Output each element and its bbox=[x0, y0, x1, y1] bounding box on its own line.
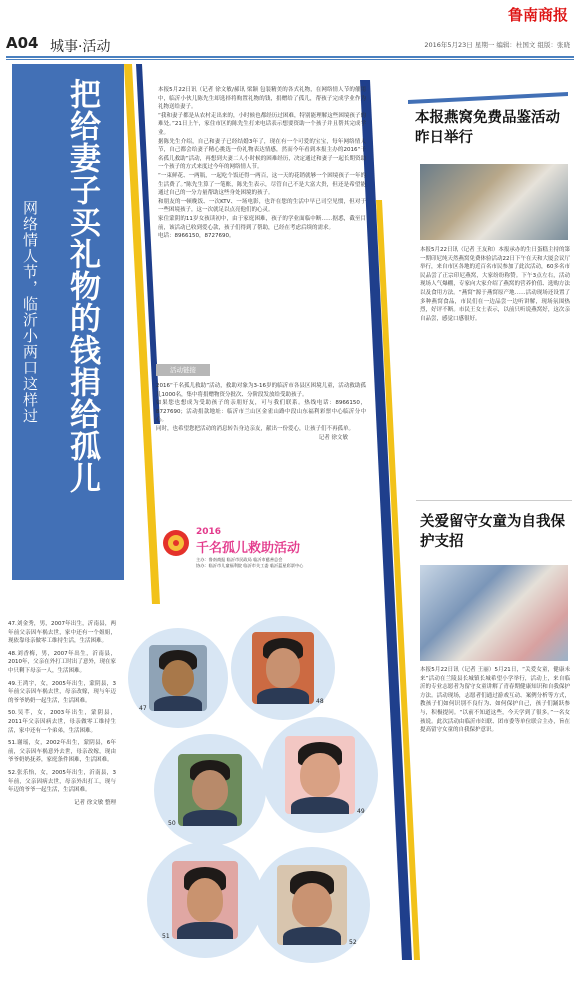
child-clothes bbox=[291, 797, 350, 814]
link-byline: 记者 徐文敏 bbox=[318, 434, 348, 441]
decor-stripes bbox=[120, 64, 160, 604]
logo-sponsor: 主办：鲁南商报 临沂市民政局 临沂市慈善总会 bbox=[196, 557, 283, 562]
bio-item: 52.张乐怡，女，2005年出生，沂南县，3年前，父亲因病去世，母亲外出打工，现与年迈的爷爷一起生活，生活困难。 bbox=[8, 769, 116, 794]
child-clothes bbox=[283, 927, 342, 945]
article-paragraph: “我和妻子都是从农村走出来的，小时候也都经历过困难，特别能理解这些困境孩子的难处。”21日上午，家住市区的陈先生打来电话表示想要资助一个孩子并且帮其完成学业。 bbox=[158, 112, 366, 136]
right-headline-2: 关爱留守女童为自我保护支招 bbox=[420, 513, 565, 550]
right-headline-1: 本报燕窝免费品鉴活动昨日举行 bbox=[415, 109, 560, 146]
child-portrait bbox=[277, 865, 347, 945]
classroom-photo bbox=[420, 565, 568, 661]
decor-stripes-right bbox=[360, 80, 420, 980]
right-top-stripe bbox=[408, 88, 568, 108]
article-paragraph: 和朋友的一顿晚饭、一次KTV、一场电影，也许在您的生活中早已司空见惯，但对于一些困境孩子，这一次就足以点亮他们的心灵。 bbox=[158, 198, 366, 214]
children-bios bbox=[8, 620, 116, 807]
child-clothes bbox=[257, 688, 309, 704]
section-title: 城事·活动 bbox=[50, 39, 111, 55]
date-line: 2016年5月23日 星期一 编辑：杜国文 组版：张晓 bbox=[424, 41, 570, 49]
logo-slogan: 千名孤儿救助活动 bbox=[196, 541, 301, 556]
activity-link-body bbox=[156, 382, 366, 442]
article-paragraph: “一束鲜花、一两瓶，一起吃个饭还得一两百，这一天的花销就够一个困境孩子一年的生活费了。”陈先生算了一笔账，陈先生表示，尽管自己不是大富大贵，但还是希望能通过自己的一分力量帮助这些身处困境的孩子。 bbox=[158, 172, 366, 197]
bio-item: 50.吴芊，女，2003年出生，蒙阴县，2011年父亲因病去世，母亲做零工维持生活，家中还有一个弟弟，生活困难。 bbox=[8, 710, 116, 734]
right-article-1: 本报5月22日讯（记者 王友和）本报承办的生日蛋糕主持的第一期印尼纯天然燕窝免费体验活动22日下午在天和大厦会议厅举行，来自市区各地的近百名市民参加了此次活动，60多名市民品尝了正宗印尼燕窝，大家纷纷称赞。下午3点左右，活动现场人气爆棚，专家向大家介绍了燕窝的营养价值、选购方法以及食用方法。“燕窝”源于燕窝原产地……活动现场还设置了多种燕窝食品，市民们在一边品尝一边听讲解，现场氛围热烈，好评不断。市民王女士表示，以前只听说燕窝好，这次亲自品尝，感觉口感很好。 bbox=[420, 247, 571, 322]
photo-number: 47 bbox=[139, 705, 147, 712]
header-rule bbox=[6, 56, 574, 58]
child-clothes bbox=[183, 810, 237, 826]
child-face bbox=[292, 883, 331, 928]
link-paragraph: 2016“千名孤儿救助”活动，救助对象为3-16岁的临沂市各县区困境儿童，活动救助孤儿1000名，集中将捐赠物资分批次、分阶段发放给受助孩子。 bbox=[156, 383, 366, 398]
child-face bbox=[162, 660, 194, 697]
page-number: A04 bbox=[6, 34, 39, 52]
child-portrait bbox=[285, 736, 355, 814]
right-divider bbox=[416, 500, 572, 501]
photo-number: 52 bbox=[349, 939, 357, 946]
bio-item: 49.王鸿宇，女，2005年出生，蒙阴县，3年前父亲因车祸去世，母亲改嫁，现与年迈的爷爷奶奶一起生活，生活困难。 bbox=[8, 680, 116, 704]
activity-link-tag: 活动链接 bbox=[156, 364, 210, 376]
header-rule-thin bbox=[6, 59, 574, 60]
logo-sponsor: 协办：临沂市儿童福利院 临沂市关工委 临沂蓝星彩票中心 bbox=[196, 563, 304, 568]
blue-stripe-right bbox=[360, 80, 412, 960]
photo-number: 48 bbox=[316, 698, 324, 705]
child-portrait bbox=[149, 645, 207, 711]
masthead-brand: 鲁南商报 bbox=[507, 6, 568, 24]
child-portrait bbox=[178, 754, 242, 826]
photo-number: 50 bbox=[168, 820, 176, 827]
event-photo bbox=[420, 164, 568, 240]
right-article-2: 本报5月22日讯（记者 王丽）5月21日，“关爱女童，健康未来”活动在兰陵县长城镇长城希望小学举行，活动上，来自临沂的专业志愿者为留守女童讲解了青春期健康知识和自我保护方法。活动现场，志愿者们通过游戏互动、案例分析等方式，教孩子们如何识别不良行为、如何保护自己，孩子们踊跃参与，积极提问。“以前不知道这些，今天学到了很多。”一名女孩说。此次活动由临沂市妇联、团市委等单位联合主办，旨在提高留守女童的自我保护意识。 bbox=[420, 667, 570, 734]
right-top-stripe-shape bbox=[408, 92, 568, 104]
article-paragraph: 本报5月22日讯（记者 徐文敏/郝讯 梁颖 包装精美的各式礼物，在网络情人节的催用中，临沂小伙儿陈先生却选择将购置礼物的钱，捐赠给了孤儿，帮孩子完成学业作为礼物送给妻子。 bbox=[158, 87, 366, 111]
article-paragraph: 电话：8966150，8727690。 bbox=[158, 233, 235, 240]
bio-item: 47.刘金秀，男，2007年出生，沂南县，两年前父亲因车祸去世，家中还有一个姐姐，现依靠母亲做零工维持生活，生活困难。 bbox=[8, 621, 116, 645]
article-paragraph: 家住蒙阴的11岁女孩读初中，由于家庭困难，孩子的学业面临中断……据悉，截至目前，该活动已收到爱心款，孩子们得到了帮助，已经在考虑后续的需求。 bbox=[158, 215, 366, 231]
child-clothes bbox=[154, 696, 203, 711]
bio-item: 48.刘香梅，男，2007年出生，沂南县，2010年，父亲在外打工时出了意外，现在家中只剩下母亲一人，生活困难。 bbox=[8, 650, 116, 674]
child-portrait bbox=[252, 632, 314, 704]
child-face bbox=[300, 753, 339, 797]
headline-title: 把给妻子买礼物的钱捐给孤儿 bbox=[64, 78, 100, 494]
campaign-logo bbox=[162, 527, 362, 571]
child-face bbox=[192, 770, 228, 810]
headline-subtitle: 网络情人节，临沂小两口这样过 bbox=[21, 200, 39, 424]
bio-item: 51.谢瑶，女，2002年出生，蒙阴县，6年前，父亲因车祸意外去世，母亲改嫁，现由爷爷奶奶抚养，家庭条件困难，生活困难。 bbox=[8, 740, 116, 764]
child-face bbox=[187, 878, 224, 922]
photo-number: 51 bbox=[162, 933, 170, 940]
main-article bbox=[158, 86, 366, 241]
logo-year: 2016 bbox=[196, 527, 222, 537]
child-face bbox=[266, 648, 301, 688]
charity-emblem-icon bbox=[162, 529, 190, 557]
article-paragraph: 据陈先生介绍，自己和妻子已经结婚3年了，现在有一个可爱的宝宝，每年网络情人节，自己都会给妻子精心挑选一份礼物表达情感，然而今年看到本报主办的2016“千名孤儿救助”活动，再想到夫妻二人小时候的困难经历，决定通过和妻子一起长期资助一个孩子的方式来度过今年的网络情人节。 bbox=[158, 138, 366, 171]
link-paragraph: 如果您也想成为受助孩子的亲朋好友，可与我们联系。热线电话：8966150，8727690；活动捐款地址：临沂市兰山区金雀山路中段山东福利彩票中心临沂分中心。 bbox=[156, 400, 366, 424]
child-portrait bbox=[172, 861, 238, 939]
bios-byline: 记者 徐文敏 整理 bbox=[74, 799, 116, 806]
photo-number: 49 bbox=[357, 808, 365, 815]
link-paragraph: 同时，也希望您把活动的消息转告身边亲友，献出一份爱心，让孩子们不再孤单。 bbox=[156, 425, 355, 432]
child-clothes bbox=[177, 922, 232, 939]
